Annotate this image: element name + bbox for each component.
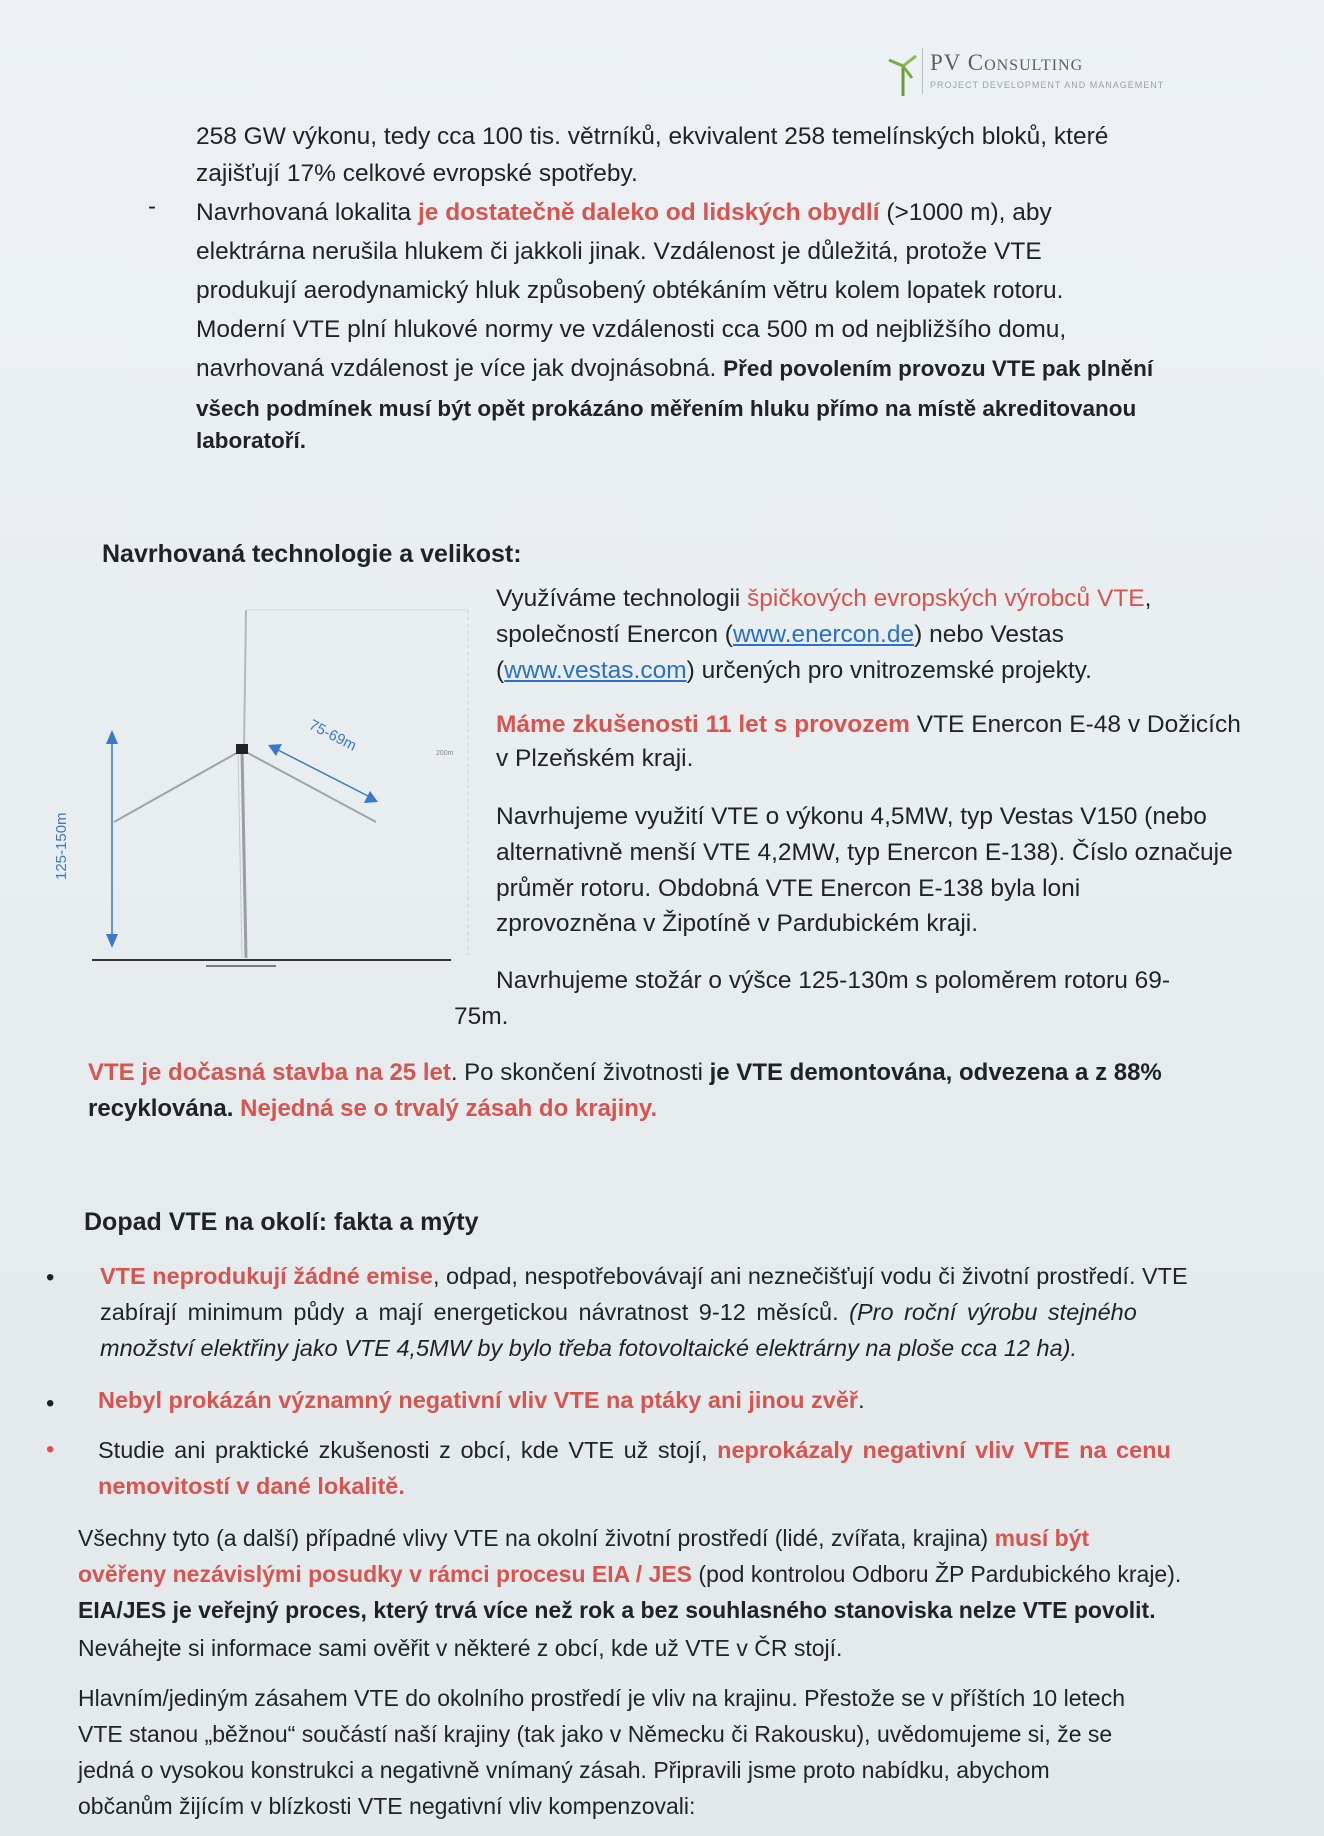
bullet-dot: •	[46, 1436, 55, 1463]
impact-p2-line-1: Hlavním/jediným zásahem VTE do okolního prostředí je vliv na krajinu. Přestože se v příštích 10 letech	[78, 1685, 1125, 1711]
bold-text: je VTE demontována, odvezena a z 88%	[709, 1059, 1162, 1086]
impact-b3-line-1	[98, 1432, 1171, 1470]
text-span: , odpad, nespotřebovávají ani neznečišťují vodu či životní prostředí. VTE	[433, 1263, 1188, 1289]
impact-p2-line-4: občanům žijícím v blízkosti VTE negativní vliv kompenzovali:	[78, 1793, 696, 1819]
distance-line-2: elektrárna nerušila hlukem či jakkoli jinak. Vzdálenost je důležitá, protože VTE	[196, 238, 1042, 265]
text-span: Všechny tyto (a další) případné vlivy VTE na okolní životní prostředí (lidé, zvířata, krajina)	[78, 1525, 995, 1551]
distance-line-6: všech podmínek musí být opět prokázáno měřením hluku přímo na místě akreditovanou	[196, 396, 1137, 421]
highlight-text: Nejedná se o trvalý zásah do krajiny.	[233, 1095, 658, 1122]
tech-p1-line-1	[496, 580, 1151, 618]
rotor-label: 75-69m	[306, 716, 360, 755]
bullet-dot: •	[46, 1264, 55, 1291]
highlight-text: špičkových evropských výrobců VTE	[747, 585, 1145, 612]
intro-line-2: zajišťují 17% celkové evropské spotřeby.	[196, 160, 638, 187]
tech-p1-line-2	[496, 616, 1064, 654]
temporary-line-2	[88, 1090, 657, 1128]
impact-b1-line-1	[100, 1258, 1188, 1296]
height-label: 125-150m	[53, 812, 70, 880]
arrow-head-left-icon	[268, 744, 282, 756]
distance-line-4: Moderní VTE plní hlukové normy ve vzdálenosti cca 500 m od nejbližšího domu,	[196, 316, 1067, 343]
temporary-line-1	[88, 1054, 1162, 1092]
text-span: ,	[1144, 585, 1152, 612]
text-span: (pod kontrolou Odboru ŽP Pardubického kraje).	[692, 1561, 1182, 1587]
impact-b3-line-2: nemovitostí v dané lokalitě.	[98, 1473, 405, 1499]
highlight-text: je dostatečně daleko od lidských obydlí	[417, 199, 880, 226]
tech-p3-line-4: zprovozněna v Žipotíně v Pardubickém kraji.	[496, 910, 979, 937]
wind-turbine-logo-icon	[886, 50, 920, 96]
highlight-text: VTE neprodukují žádné emise	[100, 1263, 433, 1289]
enercon-link[interactable]: www.enercon.de	[732, 621, 915, 648]
distance-line-1	[196, 194, 1052, 232]
highlight-text: neprokázaly negativní vliv VTE na cenu	[717, 1437, 1171, 1463]
logo-name: PV Consulting	[930, 50, 1084, 75]
text-span: Studie ani praktické zkušenosti z obcí, kde VTE už stojí,	[98, 1437, 718, 1463]
text-span: ) určených pro vnitrozemské projekty.	[686, 657, 1092, 684]
side-label: 200m	[436, 750, 454, 757]
intro-line-1: 258 GW výkonu, tedy cca 100 tis. větrníků, ekvivalent 258 temelínských bloků, které	[196, 123, 1109, 150]
arrow-head-right-icon	[364, 791, 378, 803]
text-span: zabírají minimum půdy a mají energetickou návratnost 9-12 měsíců.	[100, 1299, 850, 1325]
highlight-text: musí být	[994, 1525, 1090, 1551]
text-span: Využíváme technologii	[496, 585, 748, 612]
impact-p1-line-1	[78, 1520, 1089, 1558]
bold-text: Před povolením provozu VTE pak plnění	[723, 356, 1154, 381]
text-span: (	[496, 657, 505, 684]
tech-p1-line-3	[496, 652, 1092, 690]
text-span: .	[858, 1387, 865, 1413]
arrow-head-up-icon	[106, 730, 118, 744]
logo-tagline: PROJECT DEVELOPMENT AND MANAGEMENT	[930, 80, 1165, 90]
impact-p1-line-3: EIA/JES je veřejný proces, který trvá více než rok a bez souhlasného stanoviska nelze VTE povolit.	[78, 1597, 1156, 1623]
distance-line-5	[196, 350, 1153, 388]
dash-bullet: -	[148, 193, 156, 220]
nacelle	[236, 744, 248, 754]
highlight-text: ověřeny nezávislými posudky v rámci procesu EIA / JES	[78, 1561, 693, 1587]
impact-p1-line-4: Neváhejte si informace sami ověřit v některé z obcí, kde už VTE v ČR stojí.	[78, 1635, 843, 1661]
impact-p2-line-2: VTE stanou „běžnou“ součástí naší krajiny (tak jako v Německu či Rakousku), uvědomujeme si, že se	[78, 1721, 1113, 1747]
text-span: (>1000 m), aby	[879, 199, 1052, 226]
text-span: navrhovaná vzdálenost je více jak dvojnásobná.	[196, 355, 724, 382]
tech-p2-line-1	[496, 706, 1241, 744]
tech-p3-line-2: alternativně menší VTE 4,2MW, typ Enercon E-138). Číslo označuje	[496, 839, 1233, 866]
company-logo	[886, 44, 1206, 100]
impact-b2-line	[98, 1382, 865, 1420]
text-span: . Po skončení životnosti	[450, 1059, 710, 1086]
impact-b1-line-3: množství elektřiny jako VTE 4,5MW by bylo třeba fotovoltaické elektrárny na ploše cca 12 ha).	[100, 1335, 1077, 1361]
blade-upper	[244, 610, 246, 750]
text-span: Navrhovaná lokalita	[196, 199, 418, 226]
impact-p1-line-2	[78, 1556, 1181, 1594]
blade-right	[246, 752, 376, 822]
section-heading-technology: Navrhovaná technologie a velikost:	[102, 540, 522, 568]
tech-p4-line-2: 75m.	[454, 1003, 509, 1030]
highlight-text: Máme zkušenosti 11 let s provozem	[496, 711, 910, 738]
distance-line-7: laboratoří.	[196, 428, 307, 453]
text-span: ) nebo Vestas	[914, 621, 1064, 648]
rotor-arrow	[278, 750, 368, 796]
text-span: VTE Enercon E-48 v Dožicích	[909, 711, 1241, 738]
tech-p2-line-2: v Plzeňském kraji.	[496, 745, 694, 772]
tower	[242, 750, 246, 958]
section-heading-impact: Dopad VTE na okolí: fakta a mýty	[84, 1208, 479, 1236]
tech-p4-line-1: Navrhujeme stožár o výšce 125-130m s poloměrem rotoru 69-	[496, 967, 1171, 994]
turbine-diagram	[53, 600, 476, 980]
impact-b1-line-2	[100, 1294, 1137, 1332]
blade-left	[114, 750, 242, 822]
bullet-dot: •	[46, 1390, 55, 1417]
text-span: společností Enercon (	[496, 621, 733, 648]
tech-p3-line-1: Navrhujeme využití VTE o výkonu 4,5MW, typ Vestas V150 (nebo	[496, 803, 1207, 830]
distance-line-3: produkují aerodynamický hluk způsobený obtékáním větru kolem lopatek rotoru.	[196, 277, 1064, 304]
bold-text: recyklována.	[88, 1095, 234, 1122]
vestas-link[interactable]: www.vestas.com	[504, 657, 687, 684]
impact-p2-line-3: jedná o vysokou konstrukci a negativně vnímaný zásah. Připravili jsme proto nabídku, abychom	[78, 1757, 1050, 1783]
highlight-text: Nebyl prokázán významný negativní vliv VTE na ptáky ani jinou zvěř	[98, 1387, 859, 1413]
logo-divider	[922, 48, 923, 94]
highlight-text: VTE je dočasná stavba na 25 let	[88, 1059, 451, 1086]
arrow-head-down-icon	[106, 934, 118, 948]
tech-p3-line-3: průměr rotoru. Obdobná VTE Enercon E-138 byla loni	[496, 875, 1081, 902]
italic-text: (Pro roční výrobu stejného	[849, 1299, 1137, 1325]
